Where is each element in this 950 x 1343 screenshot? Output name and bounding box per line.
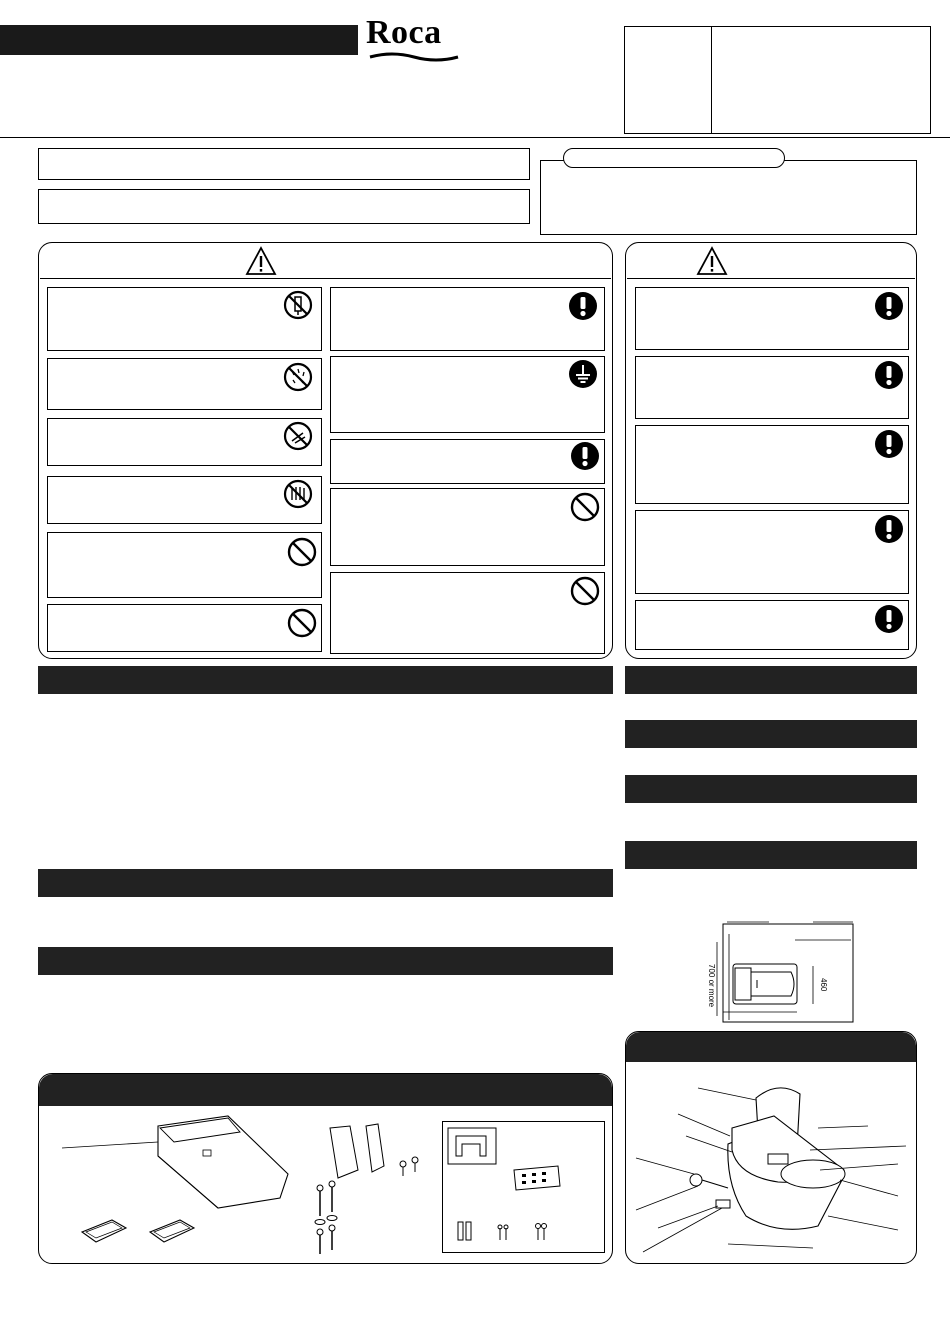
prohibited-icon [570,576,600,606]
header-divider [0,137,950,138]
warning-item [330,356,605,433]
warning-item [47,418,322,466]
warning-item [47,358,322,410]
caution-item [635,510,909,594]
warning-panel-divider [40,278,611,279]
notice-title-pill [563,148,785,168]
intro-box-1 [38,148,530,180]
seat-width-label: 460 [819,978,828,992]
section-bar [625,775,917,803]
prohibited-icon [570,492,600,522]
warning-triangle-icon [245,246,277,276]
no-wet-hands-icon [283,421,313,451]
mounting-brackets-illustration [300,1120,430,1260]
warning-item [330,439,605,484]
roca-logo [366,12,462,62]
no-water-splash-icon [283,362,313,392]
toilet-part-diagram [628,1066,914,1262]
seat-unit-illustration [58,1108,298,1260]
prohibited-icon [287,537,317,567]
ground-earth-icon [568,359,598,389]
caution-item [635,356,909,419]
intro-box-2 [38,189,530,224]
caution-panel-divider [627,278,915,279]
logo-wave-icon [368,52,460,62]
accessories-illustration [446,1126,602,1250]
section-bar [625,841,917,869]
warning-item [330,287,605,351]
mandatory-action-icon [874,360,904,390]
mandatory-action-icon [570,441,600,471]
logo-text: Roca [366,14,442,51]
no-bathing-icon [283,479,313,509]
mandatory-action-icon [874,429,904,459]
section-bar [625,666,917,694]
installation-space-diagram [705,912,865,1030]
warning-item [47,532,322,598]
caution-item [635,287,909,350]
section-bar [38,666,613,694]
header-title-bar [0,25,358,55]
prohibited-icon [287,608,317,638]
product-info-box [624,26,931,134]
mandatory-action-icon [568,291,598,321]
mandatory-action-icon [874,514,904,544]
caution-triangle-icon [696,246,728,276]
warning-item [47,604,322,652]
no-disassemble-icon [283,290,313,320]
section-bar [38,947,613,975]
mandatory-action-icon [874,291,904,321]
section-bar [38,869,613,897]
mandatory-action-icon [874,604,904,634]
caution-item [635,425,909,504]
warning-item [47,476,322,524]
warning-item [330,572,605,654]
warning-item [330,488,605,566]
notice-box [540,160,917,235]
room-depth-label: 700 or more [707,964,716,1008]
caution-item [635,600,909,650]
section-bar [625,720,917,748]
warning-item [47,287,322,351]
